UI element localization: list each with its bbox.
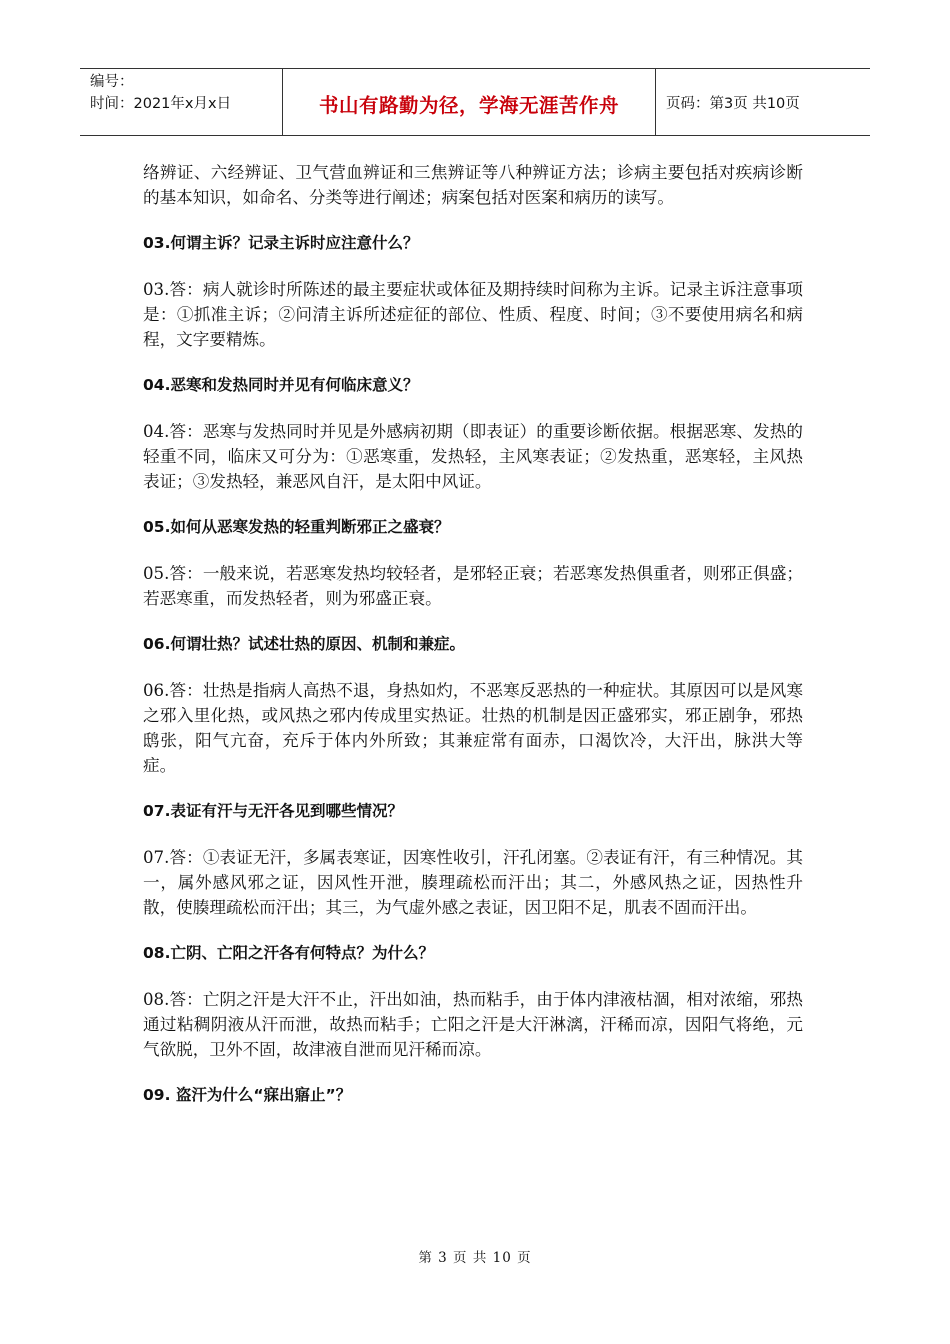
question-03: 03.何谓主诉？记录主诉时应注意什么？ [143,234,419,252]
question-08: 08.亡阴、亡阳之汗各有何特点？为什么？ [143,944,434,962]
question-07: 07.表证有汗与无汗各见到哪些情况？ [143,802,403,820]
header-page-cell [656,69,870,135]
answer-05: 05.答：一般来说，若恶寒发热均较轻者，是邪轻正衰；若恶寒发热俱重者，则邪正俱盛；若恶寒重，而发热轻者，则为邪盛正衰。 [143,564,803,608]
page-footer: 第 3 页 共 10 页 [418,1250,532,1266]
motto-text: 书山有路勤为径，学海无涯苦作舟 [318,94,619,117]
header-motto-cell [283,69,656,135]
header-left-cell [80,69,283,135]
answer-04: 04.答：恶寒与发热同时并见是外感病初期（即表证）的重要诊断依据。根据恶寒、发热的轻重不同，临床又可分为：①恶寒重，发热轻，主风寒表证；②发热重，恶寒轻，主风热表证；③发热轻，兼恶风自汗，是太阳中风证。 [143,422,803,491]
document-body [143,160,803,1129]
question-06: 06.何谓壮热？试述壮热的原因、机制和兼症。 [143,635,465,653]
answer-08: 08.答：亡阴之汗是大汗不止，汗出如油，热而粘手，由于体内津液枯涸，相对浓缩，邪热通过粘稠阴液从汗而泄，故热而粘手；亡阳之汗是大汗淋漓，汗稀而凉，因阳气将绝，元气欲脱，卫外不固，故津液自泄而见汗稀而凉。 [143,990,803,1059]
page-info: 页码：第3页 共10页 [666,95,800,112]
question-09: 09. 盗汗为什么“寐出寤止”？ [143,1086,352,1104]
date-label: 时间：2021年x月x日 [90,96,232,112]
question-04: 04.恶寒和发热同时并见有何临床意义？ [143,376,419,394]
header-table [80,68,870,136]
intro-paragraph: 络辨证、六经辨证、卫气营血辨证和三焦辨证等八种辨证方法；诊病主要包括对疾病诊断的基本知识，如命名、分类等进行阐述；病案包括对医案和病历的读写。 [143,163,803,207]
answer-03: 03.答：病人就诊时所陈述的最主要症状或体征及期持续时间称为主诉。记录主诉注意事项是：①抓准主诉；②问清主诉所述症征的部位、性质、程度、时间；③不要使用病名和病程，文字要精炼。 [143,280,803,349]
question-05: 05.如何从恶寒发热的轻重判断邪正之盛衰？ [143,518,450,536]
number-label: 编号： [90,74,134,90]
answer-06: 06.答：壮热是指病人高热不退，身热如灼，不恶寒反恶热的一种症状。其原因可以是风寒之邪入里化热，或风热之邪内传成里实热证。壮热的机制是因正盛邪实，邪正剧争，邪热鸱张，阳气亢奋，充斥于体内外所致；其兼症常有面赤，口渴饮冷，大汗出，脉洪大等症。 [143,681,803,775]
answer-07: 07.答：①表证无汗，多属表寒证，因寒性收引，汗孔闭塞。②表证有汗，有三种情况。其一，属外感风邪之证，因风性开泄，腠理疏松而汗出；其二，外感风热之证，因热性升散，使腠理疏松而汗出；其三，为气虚外感之表证，因卫阳不足，肌表不固而汗出。 [143,848,803,917]
